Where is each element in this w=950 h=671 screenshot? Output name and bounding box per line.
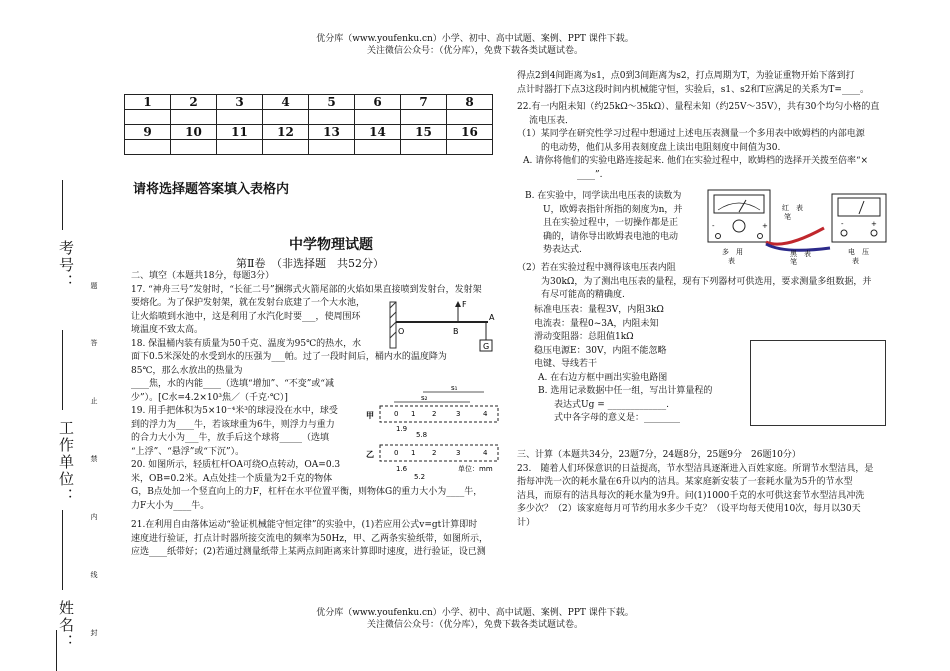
q17-line: 17. “神舟三号”发射时，“长征二号”捆绑式火箭尾部的火焰如果直接喷到发射台，发射架 — [131, 284, 482, 295]
answer-cell[interactable] — [263, 110, 309, 125]
q22b-line: 确的，请你导出欧姆表电池的电动 — [543, 231, 679, 242]
section-fill-heading: 二、填空（本题共18分，每题3分） — [131, 271, 275, 281]
answer-row-blank-1 — [125, 110, 493, 125]
q21-line: 21.在利用自由落体运动“验证机械能守恒定律”的实验中，(1)若应用公式v=gt计算即时 — [131, 520, 478, 530]
q17-line: 让火焰喷到水池中，这是利用了水汽化时要___，使周围环 — [131, 311, 361, 322]
q19-line: 的合力大小为___牛，放手后这个球将_____（选填 — [131, 433, 330, 443]
seal-char-4: 禁 — [90, 455, 98, 462]
answer-number: 13 — [309, 125, 355, 140]
q20-line: 20. 如图所示，轻质杠杆OA可绕O点转动，OA=0.3 — [131, 460, 341, 470]
page-footer — [265, 607, 685, 631]
answer-cell[interactable] — [401, 110, 447, 125]
answer-cell[interactable] — [447, 140, 493, 155]
tape-unit: 单位：mm — [458, 465, 493, 473]
tape-yi-point: 0 — [394, 449, 399, 457]
answer-cell[interactable] — [355, 110, 401, 125]
header-line2: 关注微信公众号：（优分库），免费下载各类试题试卷。 — [366, 46, 583, 56]
header-line1: 优分库（www.youfenku.cn）小学、初中、高中试题、案例、PPT 课件下载。 — [316, 34, 634, 44]
answer-number: 6 — [355, 95, 401, 110]
answer-number: 5 — [309, 95, 355, 110]
answer-number: 4 — [263, 95, 309, 110]
tape-jia-point: 2 — [432, 410, 437, 418]
answer-cell[interactable] — [263, 140, 309, 155]
voltmeter-terminal-plus — [871, 230, 877, 236]
q22-line: ____”. — [577, 169, 603, 180]
workplace-label: 工作单位： — [57, 420, 75, 505]
exam-title: 中学物理试题 — [289, 237, 373, 253]
seal-char-3: 止 — [90, 397, 98, 404]
tape-jia-point: 0 — [394, 410, 399, 418]
q19-line: 19. 用手把体积为5×10⁻⁴米³的球浸没在水中，球受 — [131, 406, 338, 416]
q23-line: 23. 随着人们环保意识的日益提高，节水型洁具逐渐进入百姓家庭。所谓节水型洁具，是 — [517, 463, 874, 474]
voltmeter-terminal-minus — [841, 230, 847, 236]
meters-diagram — [704, 188, 892, 268]
q17-line: 要熔化。为了保护发射架，就在发射台底建了一个大水池， — [131, 298, 366, 308]
red-test-lead[interactable] — [766, 228, 824, 244]
answer-row-header-1 — [125, 95, 493, 110]
seal-char-1: 题 — [90, 282, 98, 289]
multimeter-terminal-minus — [716, 234, 721, 239]
q20-line: 力F大小为____牛。 — [131, 500, 210, 511]
q23-line: 指每冲洗一次的耗水量在6升以内的洁具。某家庭新安装了一套耗水量为5升的节水型 — [517, 477, 853, 487]
label-g: G — [483, 342, 490, 351]
label-b: B — [453, 327, 459, 336]
answer-cell[interactable] — [125, 140, 171, 155]
tape-jia-d1: 1.9 — [396, 425, 408, 433]
answer-cell[interactable] — [355, 140, 401, 155]
page-header — [265, 33, 685, 57]
q23-line: 计） — [517, 517, 536, 528]
workplace-line — [62, 330, 63, 410]
task-b-formula: 表达式Ug = _____________. — [554, 399, 669, 410]
q22-line: 的电动势，他们从多用表刻度盘上读出电阻刻度中间值为30. — [541, 142, 781, 153]
tape-jia-point: 4 — [483, 410, 488, 418]
equipment-item: 电流表：量程0~3A，内阻未知 — [534, 318, 659, 329]
equipment-list — [534, 304, 746, 426]
exam-no-line — [62, 180, 63, 230]
part-two-heading: 第Ⅱ卷 （非选择题 共52分） — [236, 257, 384, 270]
answer-cell[interactable] — [447, 110, 493, 125]
voltmeter-plus: + — [871, 220, 877, 228]
task-b-meaning: 式中各字母的意义是：________ — [554, 413, 681, 423]
answer-cell[interactable] — [309, 140, 355, 155]
multimeter-label: 多 用 — [722, 248, 743, 256]
voltmeter-minus: - — [841, 220, 844, 228]
equipment-item: 稳压电源E：30V，内阻不能忽略 — [534, 345, 667, 356]
label-o: O — [398, 327, 405, 336]
label-s1: s₁ — [451, 384, 458, 392]
q22-line: （2）若在实验过程中测得该电压表内阻 — [517, 263, 676, 273]
q22-line: 22.有一内阻未知（约25kΩ～35kΩ）、量程未知（约25V～35V），共有30个均匀小格的直 — [517, 102, 880, 112]
exam-no-label: 考号： — [57, 240, 75, 291]
answer-number: 11 — [217, 125, 263, 140]
q21-cont-line: 得点2到4间距离为s1，点0到3间距离为s2，打点周期为T，为验证重物开始下落到打 — [517, 71, 855, 81]
q22b-line: 势表达式. — [543, 245, 582, 255]
multimeter-dial — [714, 195, 764, 213]
q21-line: 应选____纸带好；(2)若通过测量纸带上某两点间距离来计算即时速度，进行验证，设已测 — [131, 547, 486, 557]
q18-line: ____焦，水的内能____（选填“增加”、“不变”或“减 — [131, 379, 335, 389]
force-arrowhead — [455, 301, 461, 307]
q18-line: 少”）。[C水=4.2×10³焦／（千克·℃）] — [131, 392, 288, 403]
q22-line: 流电压表． — [529, 115, 575, 126]
multimeter-body — [708, 190, 770, 242]
black-lead-label: 黑 表 — [790, 250, 811, 258]
tape-jia-point: 3 — [456, 410, 461, 418]
wall-hatch — [390, 312, 396, 318]
q21-line: 速度进行验证，打点计时器所接交流电的频率为50Hz，甲、乙两条实验纸带，如图所示， — [131, 533, 489, 544]
section-calc-heading: 三、计算（本题共34分，23题7分，24题8分，25题9分 26题10分） — [517, 450, 801, 460]
binding-sidebar — [50, 0, 90, 671]
answer-number: 7 — [401, 95, 447, 110]
answer-cell[interactable] — [217, 110, 263, 125]
q22-part2 — [517, 262, 899, 303]
footer-line1: 优分库（www.youfenku.cn）小学、初中、高中试题、案例、PPT 课件下载。 — [316, 608, 634, 618]
q20-line: G，B点处加一个竖直向上的力F，杠杆在水平位置平衡，则物体G的重力大小为____牛， — [131, 487, 483, 497]
answer-number: 8 — [447, 95, 493, 110]
equipment-item: 电键、导线若干 — [534, 359, 598, 369]
task-b: B. 选用记录数据中任一组，写出计算量程的 — [538, 386, 713, 396]
answer-cell[interactable] — [309, 110, 355, 125]
red-lead-label-2: 笔 — [784, 213, 791, 221]
minus-sign: - — [712, 222, 715, 230]
q22-line: A. 请你将他们的实验电路连接起来. 他们在实验过程中，欧姆档的选择开关拨至倍率“× — [523, 156, 869, 166]
binding-edge-line — [56, 630, 57, 671]
tape-yi-d2: 5.2 — [414, 473, 426, 481]
wall-hatch — [390, 332, 396, 338]
answer-cell[interactable] — [401, 140, 447, 155]
answer-number: 3 — [217, 95, 263, 110]
seal-char-5: 内 — [90, 513, 98, 520]
seal-char-7: 封 — [90, 629, 98, 636]
tape-yi-d1: 1.6 — [396, 465, 408, 473]
q18-line: 面下0.5米深处的水受到水的压强为___帕。过了一段时间后，桶内水的温度降为 — [131, 352, 447, 362]
tape-jia-d2: 5.8 — [416, 431, 428, 439]
multimeter-needle — [739, 200, 746, 212]
label-s2: s₂ — [421, 394, 428, 402]
answer-cell[interactable] — [171, 140, 217, 155]
answer-number: 9 — [125, 125, 171, 140]
tape-yi-point: 4 — [483, 449, 488, 457]
multimeter-scale — [718, 203, 760, 210]
equipment-item: 滑动变阻器：总阻值1kΩ — [534, 332, 634, 342]
lever-diagram — [388, 298, 498, 356]
wall-hatch — [390, 302, 396, 308]
q22b-line: 且在实验过程中，一切操作都是正 — [543, 218, 679, 228]
answer-number: 12 — [263, 125, 309, 140]
q17-line: 境温度不致太高。 — [131, 325, 204, 335]
tape-diagram — [366, 383, 504, 483]
q20-line: 米，OB=0.2米。A点处挂一个质量为2千克的物体 — [131, 473, 333, 484]
tape-yi-point: 1 — [411, 449, 416, 457]
answer-row-blank-2 — [125, 140, 493, 155]
tape-yi-label: 乙 — [366, 450, 374, 459]
black-lead-label-2: 笔 — [790, 258, 797, 266]
q18-line: 18. 保温桶内装有质量为50千克、温度为95℃的热水，水 — [131, 338, 362, 349]
plus-sign: + — [762, 222, 768, 230]
q22b-block — [525, 190, 703, 258]
answer-number: 14 — [355, 125, 401, 140]
seal-char-6: 线 — [90, 571, 98, 578]
circuit-drawing-box[interactable] — [750, 340, 886, 426]
right-text-top — [517, 70, 899, 182]
voltmeter-label: 电 压 — [848, 248, 869, 256]
q23-line: 洁具，而原有的洁具每次的耗水量为9升。问(1)1000千克的水可供这套节水型洁具冲洗 — [517, 490, 865, 501]
q19-line: 到的浮力为____牛，若该球重为6牛，则浮力与重力 — [131, 419, 335, 430]
voltmeter-needle — [859, 201, 864, 214]
answer-cell[interactable] — [171, 110, 217, 125]
label-f: F — [462, 300, 467, 309]
seal-char-2: 答 — [90, 339, 98, 346]
calc-section — [517, 449, 899, 530]
answer-table — [124, 94, 493, 155]
q22-line: 有尽可能高的精确度. — [541, 290, 625, 300]
multimeter-label-2: 表 — [728, 257, 735, 265]
tape-yi-point: 3 — [456, 449, 461, 457]
name-label: 姓名： — [57, 600, 75, 651]
voltmeter-body — [832, 194, 886, 242]
tape-jia-point: 1 — [411, 410, 416, 418]
red-lead-label: 红 表 — [782, 204, 803, 212]
wall-hatch — [390, 322, 396, 328]
name-line — [62, 510, 63, 590]
task-a: A. 在右边方框中画出实验电路图 — [538, 372, 668, 383]
answer-number: 2 — [171, 95, 217, 110]
answer-cell[interactable] — [125, 110, 171, 125]
answer-cell[interactable] — [217, 140, 263, 155]
selector-knob[interactable] — [733, 220, 745, 232]
q23-line: 多少次？（2）该家庭每月可节约用水多少千克？（设平均每天使用10次，每月以30天 — [517, 504, 861, 514]
q22-line: （1）某同学在研究性学习过程中想通过上述电压表测量一个多用表中欧姆档的内部电源 — [517, 129, 865, 139]
answer-number: 10 — [171, 125, 217, 140]
label-a: A — [489, 313, 495, 322]
q22-line: 为30kΩ，为了测出电压表的量程，现有下列器材可供选用，要求测量多组数据，并 — [541, 276, 872, 287]
q18-line: 85℃，那么水放出的热量为 — [131, 365, 243, 376]
answer-number: 1 — [125, 95, 171, 110]
q19-line: “上浮”、“悬浮”或“下沉”）。 — [131, 446, 245, 457]
answer-number: 16 — [447, 125, 493, 140]
voltmeter-label-2: 表 — [852, 257, 859, 265]
tape-jia-label: 甲 — [366, 411, 374, 420]
multimeter-terminal-plus — [758, 234, 763, 239]
q22b-line: B. 在实验中，同学读出电压表的读数为 — [525, 191, 682, 201]
q21-cont-line: 点计时器打下点3这段时间内机械能守恒，实验后，s1、s2和T应满足的关系为T=____。 — [517, 84, 869, 95]
equipment-item: 标准电压表：量程3V，内阻3kΩ — [534, 305, 664, 315]
footer-line2: 关注微信公众号：（优分库），免费下载各类试题试卷。 — [366, 620, 583, 630]
q22b-line: U，欧姆表指针所指的刻度为n，并 — [543, 204, 683, 215]
answer-instruction: 请将选择题答案填入表格内 — [133, 182, 290, 197]
answer-number: 15 — [401, 125, 447, 140]
answer-row-header-2 — [125, 125, 493, 140]
tape-yi-point: 2 — [432, 449, 437, 457]
